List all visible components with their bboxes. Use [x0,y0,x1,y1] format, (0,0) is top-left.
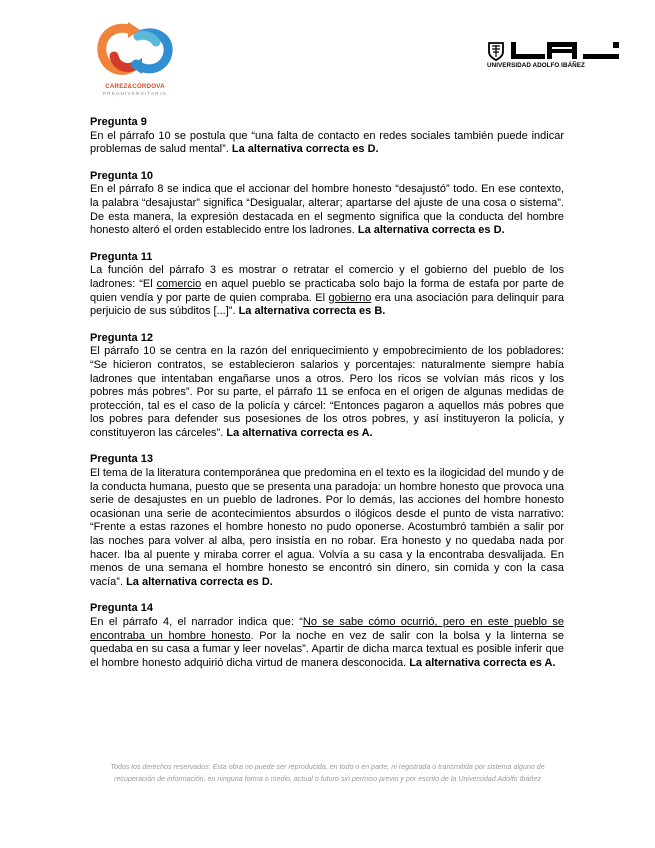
right-logo-text: UNIVERSIDAD ADOLFO IBÁÑEZ [487,62,585,69]
underlined-term: gobierno [328,291,372,304]
question-body: En el párrafo 4, el narrador indica que: “ [90,616,303,628]
question-answer: La alternativa correcta es D. [231,143,379,156]
question-answer: La alternativa correcta es B. [238,305,386,318]
question-body: era una asociación para delinquir para perjuicio de sus súbditos [...]”. [90,291,564,318]
footer-line-1: Todos los derechos reservados. Esta obra no puede ser reproducida, en todo o en parte, ni registrada o transmitida por sistema alguno de [110,763,545,771]
question-body: La función del párrafo 3 es mostrar o retratar el comercio y el gobierno del pueblo de los ladrones: “El [90,264,564,290]
question-text [90,130,564,157]
uai-logo [487,40,622,72]
question-body: . Por la noche en vez de salir con la bolsa y la linterna se quedaba en su casa a fumar y leer novelas”. Apartir de dicha marca textual es posible inferir que el hombre honesto adquirió dicha virtud de manera desconocida. [90,629,565,669]
question-title: Pregunta 12 [90,331,153,344]
question-body: en aquel pueblo se practicaba solo bajo la forma de estafa por parte de quien vendía y por parte de quien compraba. El [90,277,564,304]
question-text [90,467,564,589]
question-answer: La alternativa correcta es A. [226,426,373,439]
answers-content [90,116,564,683]
question-body: En el párrafo 10 se postula que “una falta de contacto en redes sociales también puede indicar problemas de salud mental”. [90,129,564,156]
underlined-term: comercio [156,277,202,290]
question-title: Pregunta 14 [90,602,153,615]
question-text [90,264,564,318]
question-text [90,345,564,440]
question-answer: La alternativa correcta es A. [409,656,556,669]
carez-cordova-emblem-icon [94,20,176,82]
question-text [90,183,564,237]
question-12 [90,332,564,441]
underlined-quote: No se sabe cómo ocurrió, pero en este pueblo se encontraba un hombre honesto [90,616,565,642]
question-text [90,616,564,670]
question-body: El tema de la literatura contemporánea que predomina en el texto es la ilogicidad del mundo y de la conducta humana, puesto que se presenta una paradoja: un hombre honesto que provoca una serie de desajustes en un pueblo de ladrones. Por lo demás, las acciones del hombre honesto ocasionan una serie de acontecimientos absurdos o ilógicos desde el punto de vista narrativo: “Frente a estas razones el hombre honesto no pudo oponerse. Acostumbró también a salir por las noches para volver al alba, pero insistía en no robar. Era honesto y no quedaba nada por hacer. Iba al puente y miraba correr el agua. Volvía a su casa y la encontraba desvalijada. En menos de una semana el hombre honesto se encontró sin dinero, sin comida y con la casa vacía”. [90,467,564,588]
carez-cordova-logo [94,20,176,100]
question-11 [90,251,564,319]
question-title: Pregunta 9 [90,116,147,128]
question-title: Pregunta 11 [90,250,153,263]
question-10 [90,170,564,238]
question-answer: La alternativa correcta es D. [357,224,505,237]
question-title: Pregunta 10 [90,169,153,182]
uai-emblem-icon [487,40,622,62]
footer-line-2: recuperación de información, en ninguna forma o medio, actual o futuro sin permiso previo y por escrito de la Universidad Adolfo Ibáñez [114,775,541,783]
copyright-footer [40,761,615,785]
question-body: En el párrafo 8 se indica que el accionar del hombre honesto “desajustó” todo. En ese contexto, la palabra “desajustar” significa “Desigualar, alterar; apartarse del ajuste de una cosa o sistema”. De esta manera, la expresión destacada en el segmento significa que la conducta del hombre honesto alteró el orden establecido entre los ladrones. [90,183,564,237]
question-14 [90,602,564,670]
question-9 [90,116,564,157]
question-13 [90,453,564,589]
question-answer: La alternativa correcta es D. [126,575,273,588]
left-logo-subtext: PREUNIVERSITARIO [102,91,168,96]
left-logo-text: CAREZ&CÓRDOVA [105,83,165,90]
question-title: Pregunta 13 [90,453,153,466]
question-body: El párrafo 10 se centra en la razón del enriquecimiento y empobrecimiento de los pobladores: “Se hicieron contratos, se establecieron salarios y porcentajes: naturalmente siempre había ladrones que intentaban engañarse unos a otros. Pero los ricos se volvían más ricos y los pobres más pobres”. Por su parte, el párrafo 11 se enfoca en el origen de algunas medidas de protección, tal es el caso de la policía y cárcel: “Entonces pagaron a aquellos más pobres que los pobres para defender sus posesiones de los otros pobres, y así instituyeron la policía, y constituyeron las cárceles”. [90,345,564,439]
